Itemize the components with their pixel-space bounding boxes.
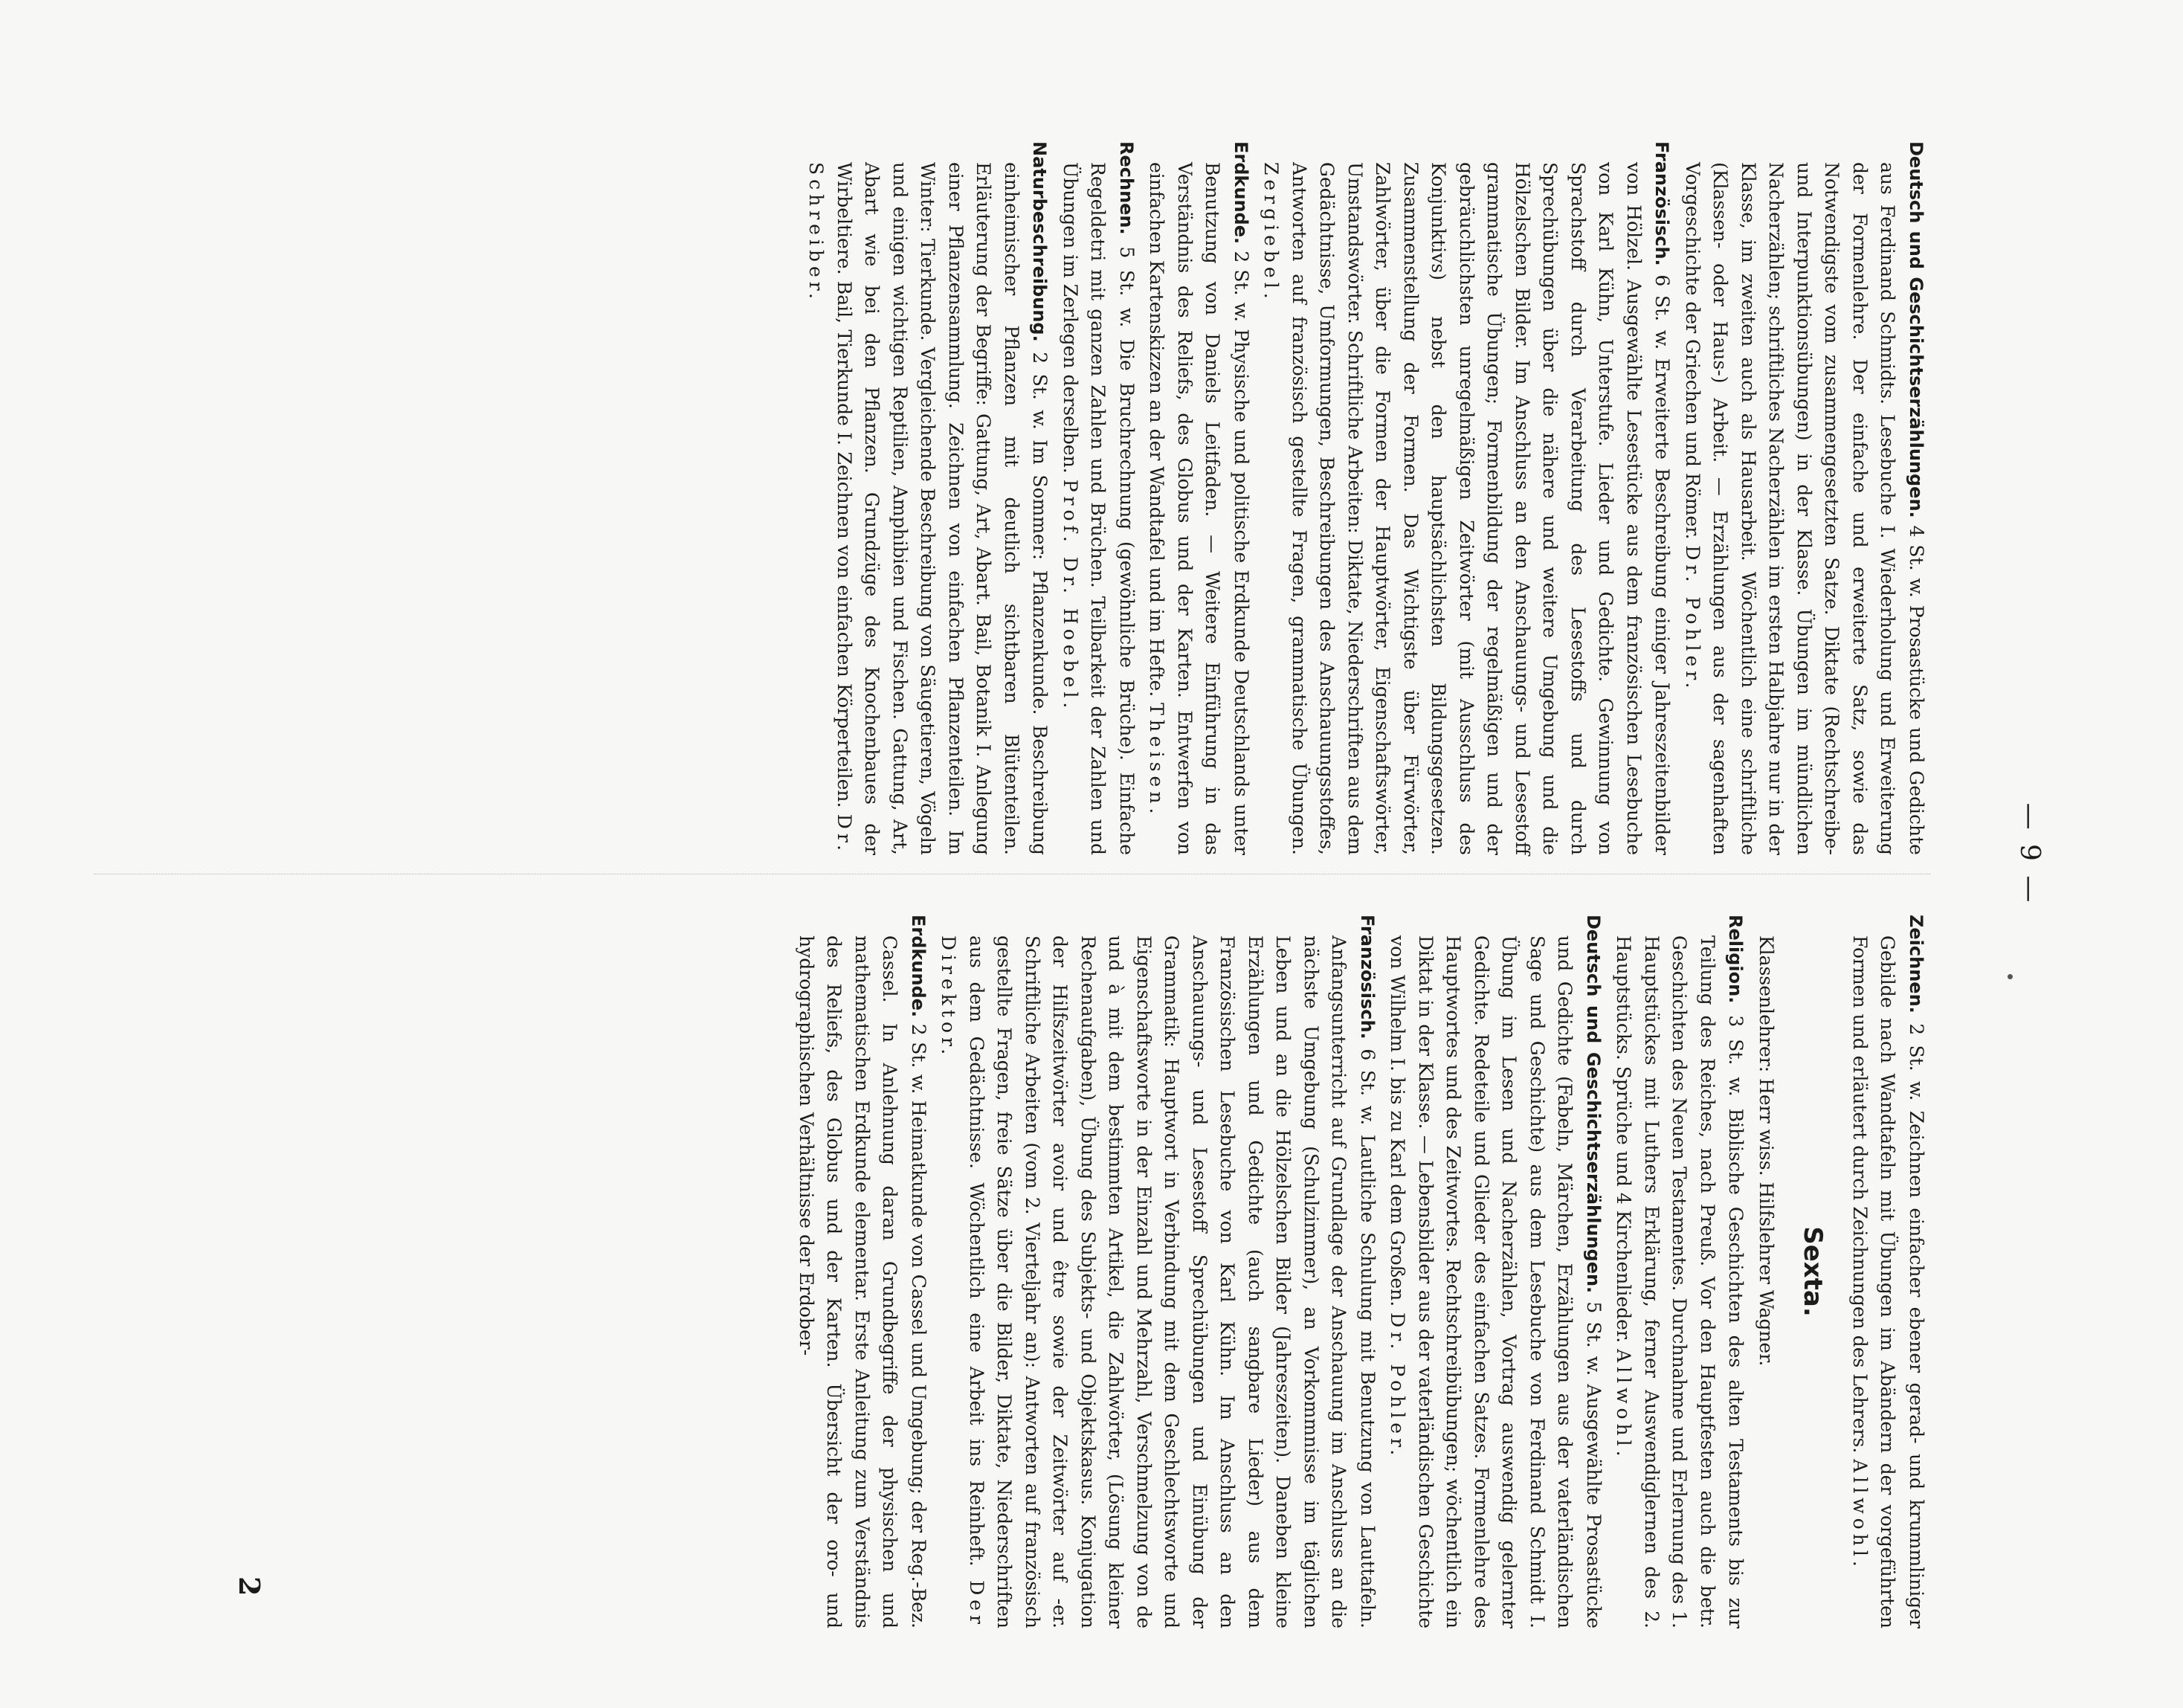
teacher-name: Der Direktor. [938,935,987,1629]
teacher-name: Allwohl. [1613,1349,1635,1461]
section-text: 2 St. w. Zeichnen einfacher ebener gerad- und krummliniger Gebilde nach Wandtafeln mit Übungen im Abändern der vorgeführten Formen und erläutert durch Zeichnungen des Lehrers. [1849,935,1927,1628]
subject-label: Französisch. [1357,915,1378,1040]
class-heading-sexta: Sexta. [1798,1226,1828,1317]
teacher-name: Zergiebel. [1260,162,1283,303]
section-naturbeschreibung-left [802,141,1054,855]
page-number-header: — 9 — [2014,802,2045,906]
teacher-name: Theisen. [1146,703,1168,819]
section-deutsch-left [1679,141,1931,855]
subject-label: Naturbeschreibung. [1029,141,1051,342]
section-franzoesisch-left [1257,141,1677,855]
section-franzoesisch-right [935,915,1381,1628]
section-text: 3 St. w. Biblische Geschichten des alten Testaments bis zur Teilung des Reiches, nach Preuß. Vor den Hauptfesten auch die betr. Geschichten des Neuen Testamentes. Durchnahme und Erlernung des 1. Hauptstückes mit Luthers Erklärung, ferner Auswendiglernen des 2. Hauptstücks. Sprüche und 4 Kirchenlieder. [1613,935,1747,1628]
subject-label: Erdkunde. [908,915,929,1018]
subject-label: Deutsch und Geschichtserzählungen. [1906,141,1926,518]
subject-label: Französisch. [1651,141,1673,266]
subject-label: Rechnen. [1116,141,1137,235]
teacher-name: Dr. Schreiber. [805,162,855,855]
section-zeichnen-right [1846,915,1931,1628]
section-erdkunde-right [793,915,933,1628]
teacher-name: Prof. Dr. Hoebel. [1060,479,1081,713]
teacher-name: Dr. Pohler. [1682,545,1703,693]
sheet-signature: 2 [233,1576,266,1596]
section-text: 2 St. w. Physische und politische Erdkunde Deutschlands unter Benutzung von Daniels Leitfaden. — Weitere Einführung in das Verständnis des Reliefs, des Globus und der Karten. Entwerfen von einfachen Kartenskizzen an der Wandtafel und im Hefte. [1146,162,1252,855]
subject-label: Erdkunde. [1231,141,1251,245]
teacher-name: Allwohl. [1849,1459,1871,1571]
section-text: 2 St. w. Heimatkunde von Cassel und Umgebung; der Reg.-Bez. Cassel. In Anlehnung daran Grundbegriffe der physischen und mathematischen Erdkunde elementar. Erste Anleitung zum Verständnis des Reliefs, des Globus und der Karten. Übersicht der oro- und hydrographischen Verhältnisse der Erdober- [796,935,929,1629]
teacher-name: Dr. Pohler. [1387,1312,1409,1460]
section-deutsch-right [1384,915,1608,1628]
subject-label: Deutsch und Geschichtserzählungen. [1583,915,1604,1294]
section-text: 5 St. w. Ausgewählte Prosastücke und Gedichte (Fabeln, Märchen, Erzählungen aus der vaterländischen Sage und Geschichte) aus dem Lesebuche von Ferdinand Schmidt I. Übung im Lesen und Nacherzählen, Vortrag auswendig gelernter Gedichte. Redeteile und Glieder des einfachen Satzes. Formenlehre des Hauptwortes und des Zeitwortes. Rechtschreibübungen; wöchentlich ein Diktat in der Klasse. — Lebensbilder aus der vaterländischen Geschichte von Wilhelm I. bis zu Karl dem Großen. [1387,935,1605,1629]
section-text: 6 St. w. Lautliche Schulung mit Benutzung von Lauttafeln. Anfangsunterricht auf Grundlage der Anschauung im Anschluss an die nächste Umgebung (Schulzimmer), an Vorkommnisse im täglichen Leben und an die Hölzelschen Bilder (Jahreszeiten). Daneben kleine Erzählungen und Gedichte (auch sangbare Lieder) aus dem Französischen Lesebuche von Karl Kühn. Im Anschluss an den Anschauungs- und Lesestoff Sprechübungen und Einübung der Grammatik: Hauptwort in Verbindung mit dem Geschlechtsworte und Eigenschaftsworte in der Einzahl und Mehrzahl, Verschmelzung von de und à mit dem bestimmten Artikel, die Zahlwörter, (Lösung kleiner Rechenaufgaben), Übung des Subjekts- und Objektskasus. Konjugation der Hilfszeitwörter avoir und être sowie der Zeitwörter auf -er. Schriftliche Arbeiten (vom 2. Vierteljahr an): Antworten auf französisch gestellte Fragen, freie Sätze über die Bilder, Diktate, Niederschriften aus dem Gedächtnisse. Wöchentlich eine Arbeit ins Reinheft. [966,935,1379,1628]
section-text: 6 St. w. Erweiterte Beschreibung einiger Jahreszeitenbilder von Hölzel. Ausgewählte Lesestücke aus dem französischen Lesebuche von Karl Kühn, Unterstufe. Lieder und Gedichte. Gewinnung von Sprachstoff durch Verarbeitung des Lesestoffs und durch Sprechübungen über die nähere und weitere Umgebung und die Hölzelschen Bilder. Im Anschluss an den Anschauungs- und Lesestoff grammatische Übungen; Formenbildung der regelmäßigen und der gebräuchlichsten unregelmäßigen Zeitwörter (mit Ausschluss des Konjunktivs) nebst den hauptsächlichsten Bildungsgesetzen. Zusammenstellung der Formen. Das Wichtigste über Fürwörter, Zahlwörter, über die Formen der Hauptwörter, Eigenschaftswörter, Umstandswörter. Schriftliche Arbeiten: Diktate, Niederschriften aus dem Gedächtnisse, Umformungen, Beschreibungen des Anschauungsstoffes, Antworten auf französisch gestellte Fragen, grammatische Übungen. [1289,162,1674,856]
right-column [790,915,1931,1628]
section-erdkunde-left [1143,141,1255,855]
section-text: 5 St. w. Die Bruchrechnung (gewöhnliche Brüche). Einfache Regeldetri mit ganzen Zahlen und Brüchen. Teilbarkeit der Zahlen und Übungen im Zerlegen derselben. [1060,162,1138,856]
subject-label: Zeichnen. [1906,915,1926,1013]
class-teacher-line: Klassenlehrer: Herr wiss. Hilfslehrer Wagner. [1755,935,1777,1367]
left-column [800,141,1930,855]
subject-label: Religion. [1725,915,1747,1004]
column-divider [94,874,1930,875]
section-text: 2 St. w. Im Sommer: Pflanzenkunde. Beschreibung einheimischer Pflanzen mit deutlich sichtbaren Blütenteilen. Erläuterung der Begriffe: Gattung, Art, Abart. Bail, Botanik I. Anlegung einer Pflanzensammlung. Zeichnen von einfachen Pflanzenteilen. Im Winter: Tierkunde. Vergleichende Beschreibung von Säugetieren, Vögeln und einigen wichtigen Reptilien, Amphibien und Fischen. Gattung, Art, Abart wie bei den Pflanzen. Grundzüge des Knochenbaues der Wirbeltiere. Bail, Tierkunde I. Zeichnen von einfachen Körperteilen. [833,162,1051,855]
section-religion-right [1610,915,1750,1628]
section-text: 4 St. w. Prosastücke und Gedichte aus Ferdinand Schmidts. Lesebuche I. Wiederholung und Erweiterung der Formenlehre. Der einfache und erweiterte Satz, sowie das Notwendigste vom zusammengesetzten Satze. Diktate (Rechtschreibe- und Interpunktionsübungen) in der Klasse. Übungen im mündlichen Nacherzählen; schriftliches Nacherzählen im ersten Halbjahre nur in der Klasse, im zweiten auch als Hausarbeit. Wöchentlich eine schriftliche (Klassen- oder Haus-) Arbeit. — Erzählungen aus der sagenhaften Vorgeschichte der Griechen und Römer. [1682,162,1927,855]
section-rechnen-left [1057,141,1141,855]
